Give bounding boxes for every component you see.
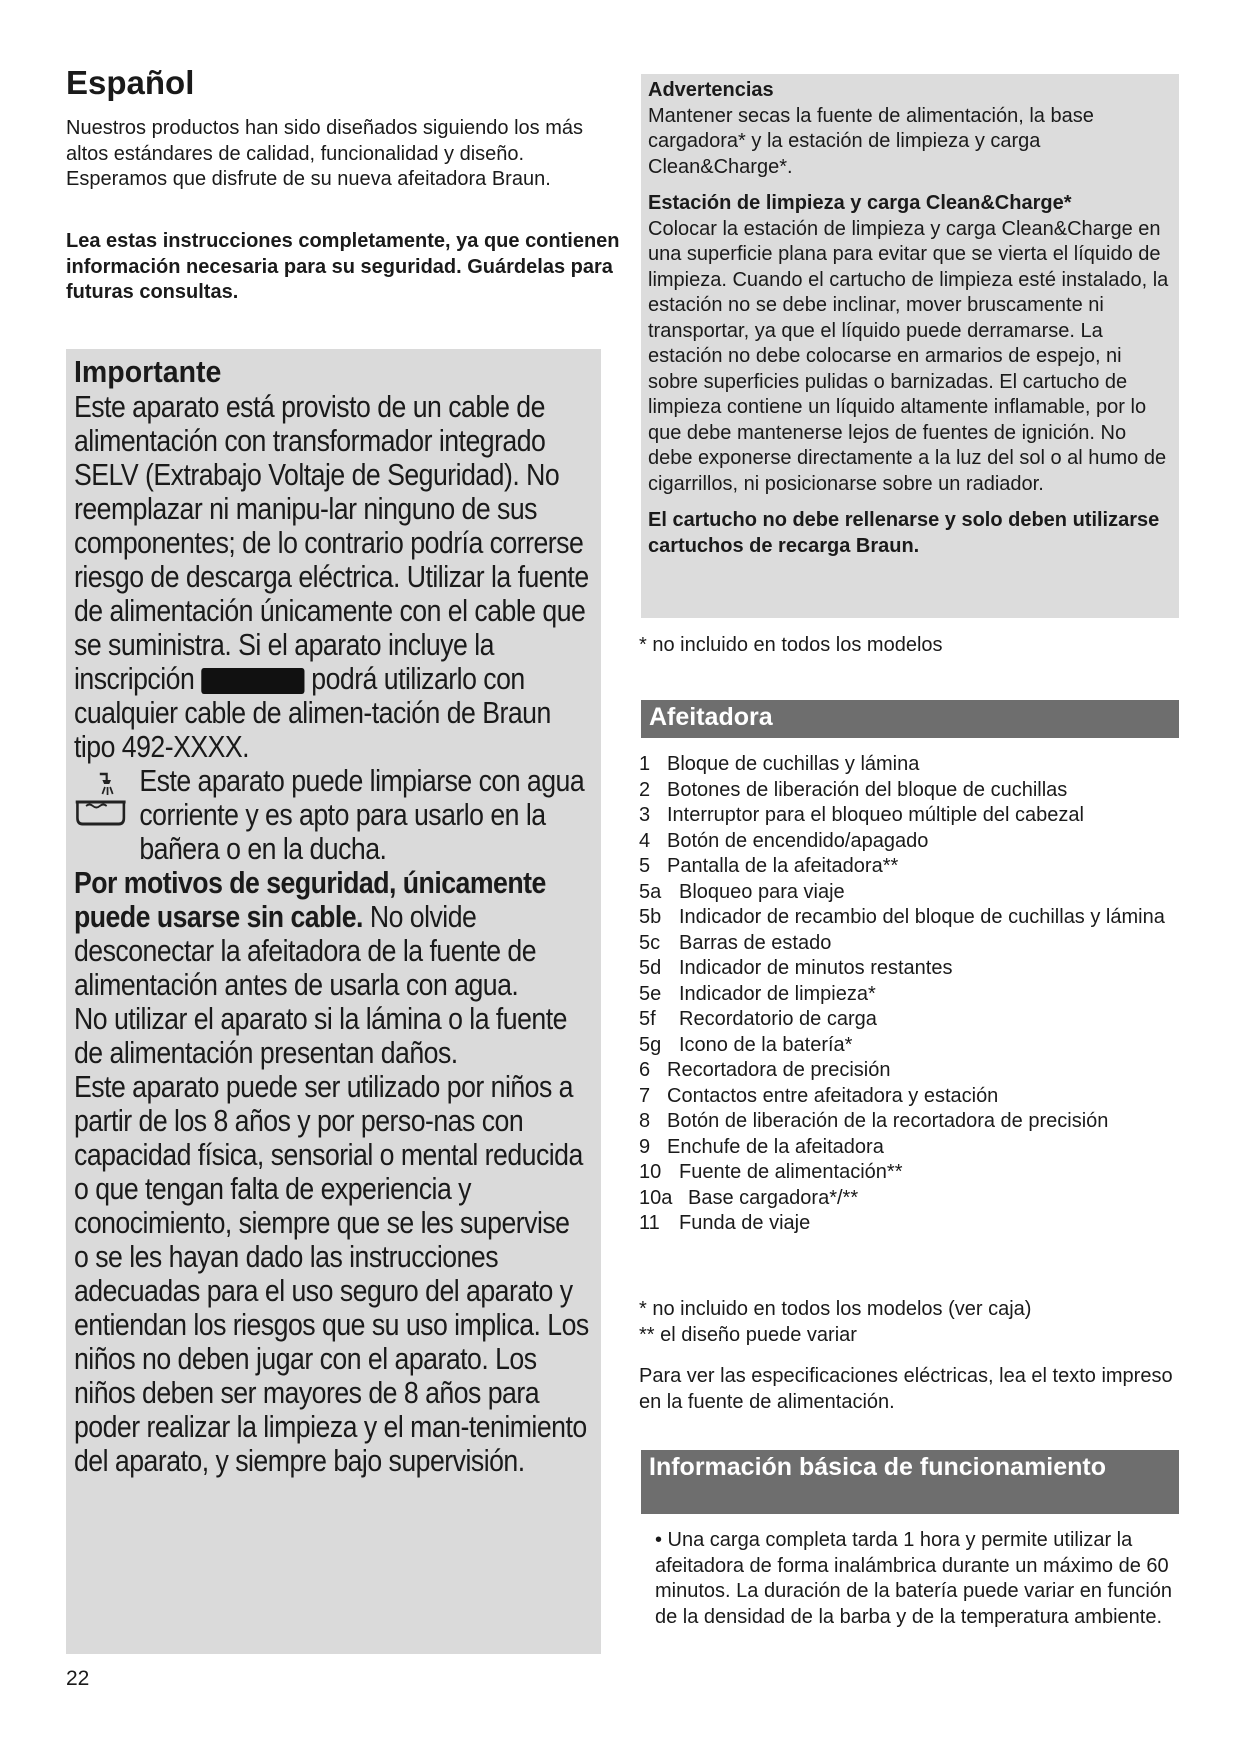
part-label: Fuente de alimentación** [679, 1161, 903, 1183]
warnings-bold: El cartucho no debe rellenarse y solo deben utilizarse cartuchos de recarga Braun. [648, 509, 1160, 557]
list-item [639, 1058, 1184, 1084]
list-item [639, 931, 1184, 957]
part-number: 5f [639, 1008, 656, 1030]
important-title: Importante [74, 354, 222, 389]
part-label: Barras de estado [679, 931, 832, 954]
part-number: 3 [639, 804, 651, 826]
list-item [639, 1160, 1184, 1186]
list-item [639, 1084, 1184, 1110]
part-number: 8 [639, 1110, 651, 1132]
part-number: 5b [639, 906, 662, 928]
part-label: Enchufe de la afeitadora [667, 1135, 884, 1158]
list-item [639, 982, 1184, 1008]
list-item [639, 905, 1184, 931]
part-label: Botón de liberación de la recortadora de precisión [667, 1110, 1109, 1132]
bathtub-shower-icon [74, 768, 127, 830]
page-number: 22 [66, 1667, 90, 1690]
list-item [639, 778, 1184, 804]
important-paragraph-3: No utilizar el aparato si la lámina o la fuente de alimentación presentan daños. [74, 1001, 567, 1070]
part-number: 10a [639, 1186, 673, 1209]
bath-text-c: No olvide desconectar la afeitadora de la fuente de alimentación antes de usarla con agua. [74, 899, 537, 1002]
part-label: Contactos entre afeitadora y estación [667, 1084, 999, 1107]
page-title: Español [66, 64, 195, 101]
part-label: Indicador de minutos restantes [679, 957, 953, 979]
part-number: 6 [639, 1059, 651, 1081]
part-label: Funda de viaje [679, 1212, 811, 1234]
warnings-box [641, 74, 1179, 618]
bath-text-a: Este aparato puede limpiarse con agua corriente y es apto para usarlo en la bañera o en la ducha. [139, 763, 585, 866]
part-number: 10 [639, 1161, 662, 1183]
part-label: Base cargadora*/** [688, 1186, 859, 1209]
part-number: 5e [639, 982, 662, 1005]
important-p1b: podrá utilizarlo con cualquier cable de alimen-tación de Braun tipo 492-XXXX. [74, 661, 551, 764]
part-number: 5a [639, 880, 662, 903]
list-item [639, 1007, 1184, 1033]
important-paragraph-4: Este aparato puede ser utilizado por niños a partir de los 8 años y por perso-nas con capacidad física, sensorial o mental reducida o que tengan falta de experiencia y conocimiento, siempre que se les supervise o se les hayan dado las instrucciones adecuadas para el uso seguro del aparato y entiendan los riesgos que su uso implica. Los niños no deben jugar con el aparato. Los niños deben ser mayores de 8 años para poder realizar la limpieza y el man-tenimiento del aparato, y siempre bajo supervisión. [74, 1069, 589, 1478]
parts-list [639, 752, 1184, 1237]
part-number: 2 [639, 778, 651, 801]
important-p1a: Este aparato está provisto de un cable de alimentación con transformador integrado SELV (Extrabajo Voltaje de Seguridad). No reemplazar ni manipu-lar ninguno de sus componentes; de lo contrario podría correrse riesgo de descarga eléctrica. Utilizar la fuente de alimentación únicamente con el cable que se suministra. Si el aparato incluye la inscripción [74, 389, 589, 696]
bath-paragraph [74, 764, 590, 866]
redacted-mark [201, 668, 304, 694]
part-label: Botones de liberación del bloque de cuchillas [667, 778, 1068, 801]
footnote: * no incluido en todos los modelos [639, 634, 943, 656]
note-1: * no incluido en todos los modelos (ver caja) [639, 1298, 1032, 1320]
warnings-text-1: Mantener secas la fuente de alimentación, la base cargadora* y la estación de limpieza y carga Clean&Charge*. [648, 104, 1094, 178]
list-item [639, 829, 1184, 855]
bath-text-bold: Por motivos de seguridad, únicamente puede usarse sin cable. [74, 865, 546, 934]
intro-bold-text: Lea estas instrucciones completamente, ya que contienen información necesaria para su seguridad. Guárdelas para futuras consultas. [66, 230, 620, 303]
list-item [639, 854, 1184, 880]
list-item [639, 1109, 1184, 1135]
clean-charge-title: Estación de limpieza y carga Clean&Charge* [648, 192, 1072, 214]
part-number: 5 [639, 855, 651, 877]
list-item [639, 1033, 1184, 1059]
list-item [639, 1186, 1184, 1212]
list-item: • Una carga completa tarda 1 hora y permite utilizar la afeitadora de forma inalámbrica durante un máximo de 60 minutos. La duración de la batería puede variar en función de la densidad de la barba y de la temperatura ambiente. [655, 1529, 1173, 1628]
warnings-text-2: Colocar la estación de limpieza y carga Clean&Charge en una superficie plana para evitar que se vierta el líquido de limpieza. Cuando el cartucho de limpieza esté instalado, la estación no se debe inclinar, mover bruscamente ni transportar, ya que el líquido puede derramarse. La estación no debe colocarse en armarios de espejo, ni sobre superficies pulidas o barnizadas. El cartucho de limpieza contiene un líquido altamente inflamable, por lo que debe mantenerse lejos de fuentes de ignición. No debe exponerse directamente a la luz del sol o al humo de cigarrillos, ni posicionarse sobre un radiador. [648, 217, 1169, 495]
part-number: 4 [639, 829, 651, 852]
part-number: 5c [639, 931, 661, 954]
part-number: 7 [639, 1084, 651, 1107]
part-label: Bloqueo para viaje [679, 880, 845, 903]
part-label: Recortadora de precisión [667, 1059, 891, 1081]
part-number: 9 [639, 1135, 651, 1158]
list-item [639, 880, 1184, 906]
list-item [639, 956, 1184, 982]
part-number: 5g [639, 1033, 662, 1056]
part-number: 1 [639, 753, 651, 775]
section-header-info: Información básica de funcionamiento [641, 1450, 1179, 1514]
part-label: Indicador de limpieza* [679, 982, 876, 1005]
specs-text: Para ver las especificaciones eléctricas, lea el texto impreso en la fuente de alimentación. [639, 1365, 1173, 1413]
part-label: Indicador de recambio del bloque de cuchillas y lámina [679, 906, 1165, 928]
part-number: 11 [639, 1212, 660, 1234]
list-item [639, 803, 1184, 829]
important-paragraph-2 [74, 866, 590, 1002]
part-label: Recordatorio de carga [679, 1008, 877, 1030]
list-item [639, 752, 1184, 778]
list-item [639, 1211, 1184, 1237]
warnings-title: Advertencias [648, 79, 774, 101]
note-2: ** el diseño puede variar [639, 1323, 857, 1346]
part-label: Bloque de cuchillas y lámina [667, 753, 920, 775]
part-label: Botón de encendido/apagado [667, 829, 929, 852]
important-box [66, 349, 601, 1654]
part-label: Pantalla de la afeitadora** [667, 855, 899, 877]
part-label: Icono de la batería* [679, 1033, 853, 1056]
important-text [74, 390, 590, 1478]
intro-text: Nuestros productos han sido diseñados siguiendo los más altos estándares de calidad, funcionalidad y diseño. Esperamos que disfrute de su nueva afeitadora Braun. [66, 117, 583, 190]
part-number: 5d [639, 957, 662, 979]
important-paragraph-1 [74, 390, 590, 764]
list-item [639, 1135, 1184, 1161]
section-header-shaver: Afeitadora [641, 700, 1179, 738]
notes [639, 1297, 1031, 1348]
info-list [655, 1528, 1185, 1630]
part-label: Interruptor para el bloqueo múltiple del cabezal [667, 804, 1084, 826]
